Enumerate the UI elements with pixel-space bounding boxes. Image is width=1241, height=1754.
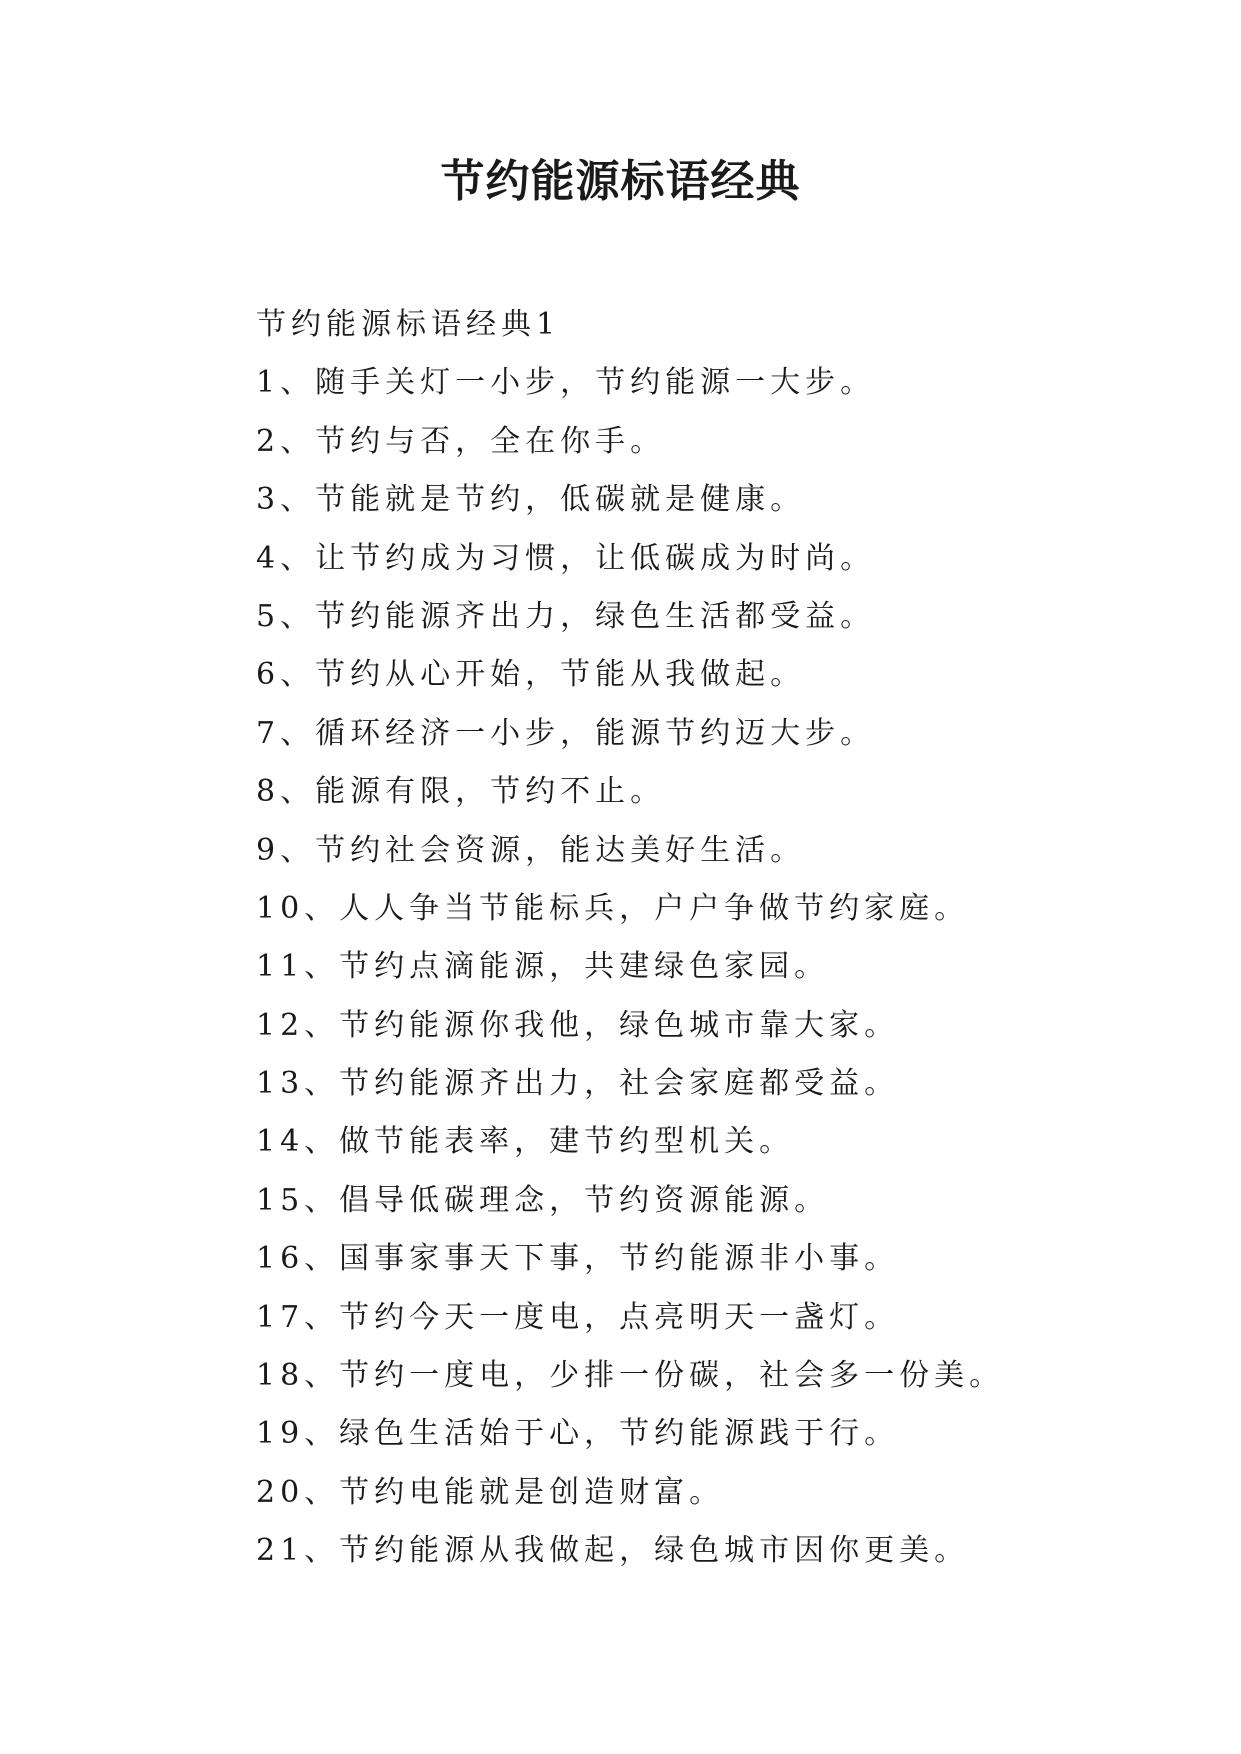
slogan-item: 12、节约能源你我他，绿色城市靠大家。	[256, 1007, 900, 1043]
slogan-item: 11、节约点滴能源，共建绿色家园。	[256, 949, 830, 985]
document-title: 节约能源标语经典	[440, 156, 801, 207]
slogan-item: 13、节约能源齐出力，社会家庭都受益。	[256, 1066, 900, 1102]
slogan-item: 15、倡导低碳理念，节约资源能源。	[256, 1182, 830, 1218]
slogan-item: 8、能源有限，节约不止。	[256, 774, 666, 810]
slogan-item: 20、节约电能就是创造财富。	[256, 1474, 725, 1510]
slogan-item: 17、节约今天一度电，点亮明天一盏灯。	[256, 1299, 900, 1335]
slogan-item: 6、节约从心开始，节能从我做起。	[256, 657, 806, 693]
slogan-item: 2、节约与否，全在你手。	[256, 423, 666, 459]
slogan-item: 14、做节能表率，建节约型机关。	[256, 1124, 795, 1160]
slogan-item: 16、国事家事天下事，节约能源非小事。	[256, 1241, 900, 1277]
slogan-item: 9、节约社会资源，能达美好生活。	[256, 832, 806, 868]
slogan-item: 10、人人争当节能标兵，户户争做节约家庭。	[256, 890, 970, 926]
slogan-item: 7、循环经济一小步，能源节约迈大步。	[256, 715, 876, 751]
slogan-item: 1、随手关灯一小步，节约能源一大步。	[256, 365, 876, 401]
slogan-item: 18、节约一度电，少排一份碳，社会多一份美。	[256, 1358, 1005, 1394]
slogan-item: 21、节约能源从我做起，绿色城市因你更美。	[256, 1533, 970, 1569]
document-body	[256, 296, 1156, 1581]
slogan-item: 3、节能就是节约，低碳就是健康。	[256, 482, 806, 518]
slogan-item: 19、绿色生活始于心，节约能源践于行。	[256, 1416, 900, 1452]
slogan-item: 4、让节约成为习惯，让低碳成为时尚。	[256, 540, 876, 576]
section-heading: 节约能源标语经典1	[256, 307, 561, 342]
slogan-item: 5、节约能源齐出力，绿色生活都受益。	[256, 598, 876, 634]
